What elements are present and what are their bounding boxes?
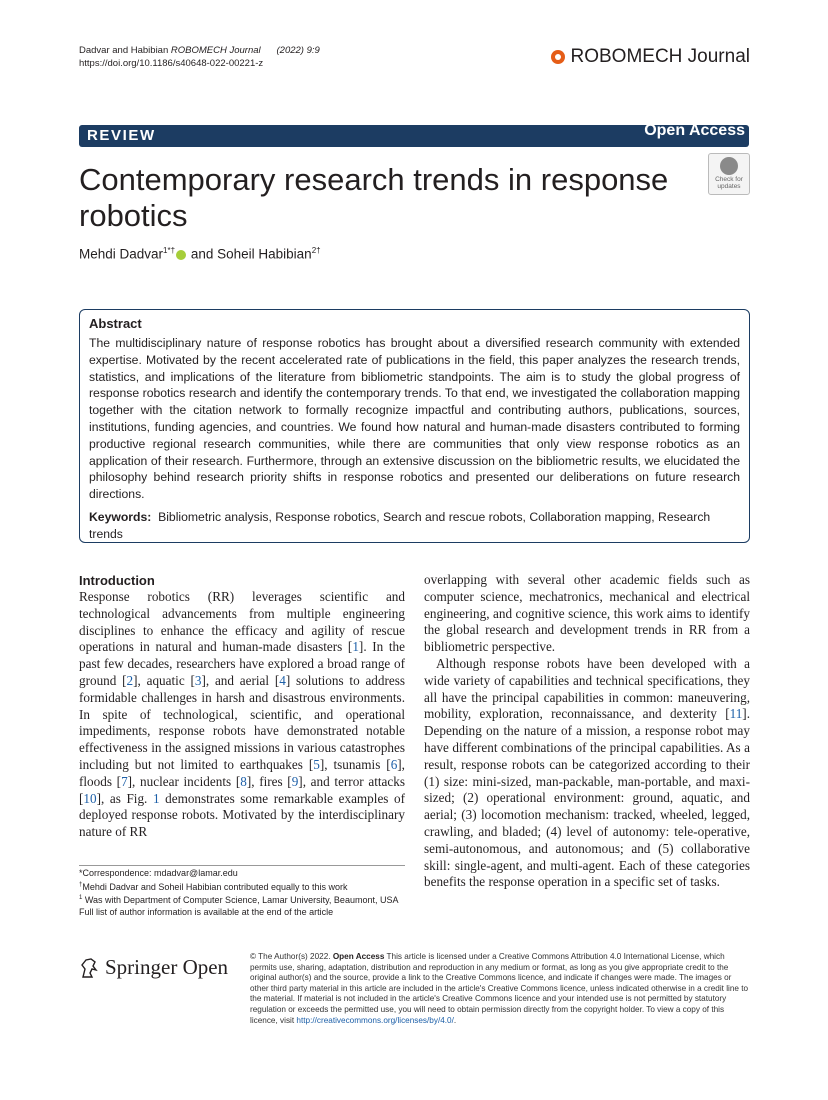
body-paragraph bbox=[424, 656, 750, 891]
header-journal: ROBOMECH Journal bbox=[170, 45, 261, 56]
body-paragraph: overlapping with several other academic fields such as computer science, mechatronics, mechanical and electrical engineering, and cognitive science, this work aims to identify the global research and development trends in RR from a bibliometric perspective. bbox=[424, 572, 750, 655]
publisher-name: Springer Open bbox=[105, 955, 229, 979]
body-text: Response robotics (RR) leverages scientific and technological advancements from multiple engineering disciplines to enhance the efficacy and agility of rescue operations in natural and human-made disasters [ bbox=[79, 589, 405, 655]
footnote-text: Was with Department of Computer Science, Lamar University, Beaumont, USA bbox=[82, 895, 399, 905]
bookmark-icon bbox=[720, 157, 738, 175]
citation-link[interactable]: 5 bbox=[313, 756, 320, 772]
body-text: ], fires [ bbox=[246, 773, 292, 789]
body-column-right bbox=[424, 572, 750, 891]
citation-link[interactable]: 6 bbox=[390, 756, 398, 772]
journal-logo-text: ROBOMECH Journal bbox=[570, 46, 750, 67]
footnote-text: Mehdi Dadvar and Soheil Habibian contributed equally to this work bbox=[82, 881, 348, 892]
body-text: ], as Fig. bbox=[96, 790, 153, 806]
author-info-note: Full list of author information is available at the end of the article bbox=[79, 906, 334, 917]
author-affiliation-mark: 1*† bbox=[163, 246, 176, 255]
author-name[interactable]: Soheil Habibian bbox=[217, 246, 312, 262]
body-text: ]. Depending on the nature of a mission, a response robot may have different combinations of the principal capabilities. As a result, response robots can be categorized according to their (1) size: mini-sized, man-packable, man-portable, and maxi-sized; (2) operational environment: ground, aquatic, and aerial; (3) locomotion mechanism: tracked, wheeled, legged, crawling, and bladed; (4) level of autonomy: tele-operative, semi-autonomous, and autonomous; and (5) collaborative skill: single-agent, and multi-agent. Each of these categories benefits the response operation in a specific set of tasks. bbox=[424, 706, 750, 890]
license-open-access: Open Access bbox=[332, 952, 385, 961]
body-text: ]. In the past few decades, researchers have explored a broad range of ground [ bbox=[79, 639, 405, 688]
keywords-label: Keywords: bbox=[89, 509, 152, 524]
header-doi[interactable]: https://doi.org/10.1186/s40648-022-00221-z bbox=[79, 57, 264, 69]
author-affiliation-mark: 2† bbox=[311, 246, 321, 255]
author-list bbox=[79, 246, 321, 262]
header-year-volume: (2022) 9:9 bbox=[276, 45, 320, 56]
author-separator: and bbox=[190, 246, 214, 262]
springer-horse-icon bbox=[79, 957, 99, 979]
license-text: This article is licensed under a Creative Commons Attribution 4.0 International License, which permits use, sharing, adaptation, distribution and reproduction in any medium or format, as long as you give appropriate credit to the original author(s) and the source, provide a link to the Creative Commons licence, and indicate if changes were made. The images or other third party material in this article are included in the article's Creative Commons licence, unless indicated otherwise in a credit line to the material. If material is not included in the article's Creative Commons licence and your intended use is not permitted by statutory regulation or exceeds the permitted use, you will need to obtain permission directly from the copyright holder. To view a copy of this licence, visit bbox=[250, 952, 749, 1025]
check-for-updates-label: Check for updates bbox=[715, 176, 743, 190]
citation-link[interactable]: 11 bbox=[729, 706, 743, 722]
running-header bbox=[79, 45, 320, 70]
body-text: ], and aerial [ bbox=[201, 672, 280, 688]
footnote-mark: 1 bbox=[79, 895, 83, 901]
correspondence-note: *Correspondence: mdadvar@lamar.edu bbox=[79, 868, 238, 878]
abstract-text: The multidisciplinary nature of response robotics has brought about a diversified research community with extended expertise. Motivated by the recent accelerated rate of publications in the field, this paper analyzes the research trends, statistics, and implications of the literature from bibliometric standpoints. The aim is to study the global progress of response robotics research and identify the contemporary trends. To that end, we investigated the collaboration mapping together with the citation network to formally recognize impactful and contributing authors, publications, sources, institutions, funding agencies, and countries. We found how natural and human-made disasters contributed to forming productive regional research communities, while there are communities that only view response robotics as an application of their research. Furthermore, through an extensive discussion on the bibliometric results, we elucidated the philosophy behind research priority shifts in response robotics and presented our deliberations on future research directions. bbox=[89, 336, 740, 502]
body-text: Although response robots have been developed with a wide variety of capabilities and technical specifications, they all have the principal capabilities in common: maneuvering, mobility, exploration, reconnaissance, and dexterity [ bbox=[424, 655, 750, 722]
figure-link[interactable]: 1 bbox=[152, 790, 160, 806]
citation-link[interactable]: 9 bbox=[291, 773, 299, 789]
body-paragraph bbox=[79, 589, 405, 841]
citation-link[interactable]: 2 bbox=[126, 672, 134, 688]
body-text: ], nuclear incidents [ bbox=[127, 773, 241, 789]
open-access-label: Open Access bbox=[644, 122, 745, 139]
footnote-mark: † bbox=[79, 881, 83, 888]
article-title: Contemporary research trends in response robotics bbox=[79, 162, 669, 233]
body-column-left bbox=[79, 572, 405, 841]
article-type-banner bbox=[79, 122, 749, 147]
license-text-end: . bbox=[453, 1015, 457, 1025]
body-text: ], tsunamis [ bbox=[319, 756, 391, 772]
body-text: ], and terror attacks [ bbox=[79, 773, 405, 806]
journal-logo[interactable] bbox=[551, 46, 751, 68]
equal-contribution-note bbox=[79, 880, 405, 894]
publisher-logo[interactable] bbox=[79, 955, 228, 980]
body-text: ], floods [ bbox=[79, 756, 405, 789]
author-name[interactable]: Mehdi Dadvar bbox=[79, 246, 164, 262]
license-copyright: © The Author(s) 2022. bbox=[250, 952, 331, 961]
citation-link[interactable]: 7 bbox=[121, 773, 128, 789]
check-for-updates-button[interactable] bbox=[708, 153, 750, 195]
abstract-box bbox=[79, 309, 750, 543]
header-authors: Dadvar and Habibian bbox=[79, 45, 169, 56]
license-statement bbox=[250, 952, 750, 1026]
citation-link[interactable]: 10 bbox=[83, 790, 97, 806]
article-type-label: REVIEW bbox=[87, 127, 156, 144]
orcid-icon[interactable] bbox=[176, 250, 186, 260]
robomech-logo-icon bbox=[551, 50, 565, 64]
body-text: demonstrates some remarkable examples of deployed response robots. Motivated by the interdisciplinary nature of RR bbox=[79, 790, 406, 840]
body-text: ], aquatic [ bbox=[133, 672, 195, 688]
citation-link[interactable]: 1 bbox=[352, 639, 359, 655]
section-heading: Introduction bbox=[79, 573, 155, 588]
citation-link[interactable]: 3 bbox=[194, 672, 202, 688]
keywords-list: Bibliometric analysis, Response robotics, Search and rescue robots, Collaboration mapping, Research trends bbox=[89, 509, 711, 541]
abstract-heading: Abstract bbox=[89, 316, 142, 331]
citation-link[interactable]: 8 bbox=[240, 773, 247, 789]
footnote-divider bbox=[79, 865, 405, 866]
body-text: ] solutions to address formidable challenges in harsh and disastrous environments. In spite of technological, scientific, and operational impediments, response robots have demonstrated notable effectiveness in the assigned missions in various catastrophes including but not limited to earthquakes [ bbox=[79, 672, 405, 772]
citation-link[interactable]: 4 bbox=[279, 672, 286, 688]
affiliation-note bbox=[79, 893, 405, 907]
license-link[interactable]: http://creativecommons.org/licenses/by/4.0/ bbox=[296, 1015, 454, 1025]
footnotes bbox=[79, 868, 405, 918]
keywords bbox=[89, 509, 740, 543]
